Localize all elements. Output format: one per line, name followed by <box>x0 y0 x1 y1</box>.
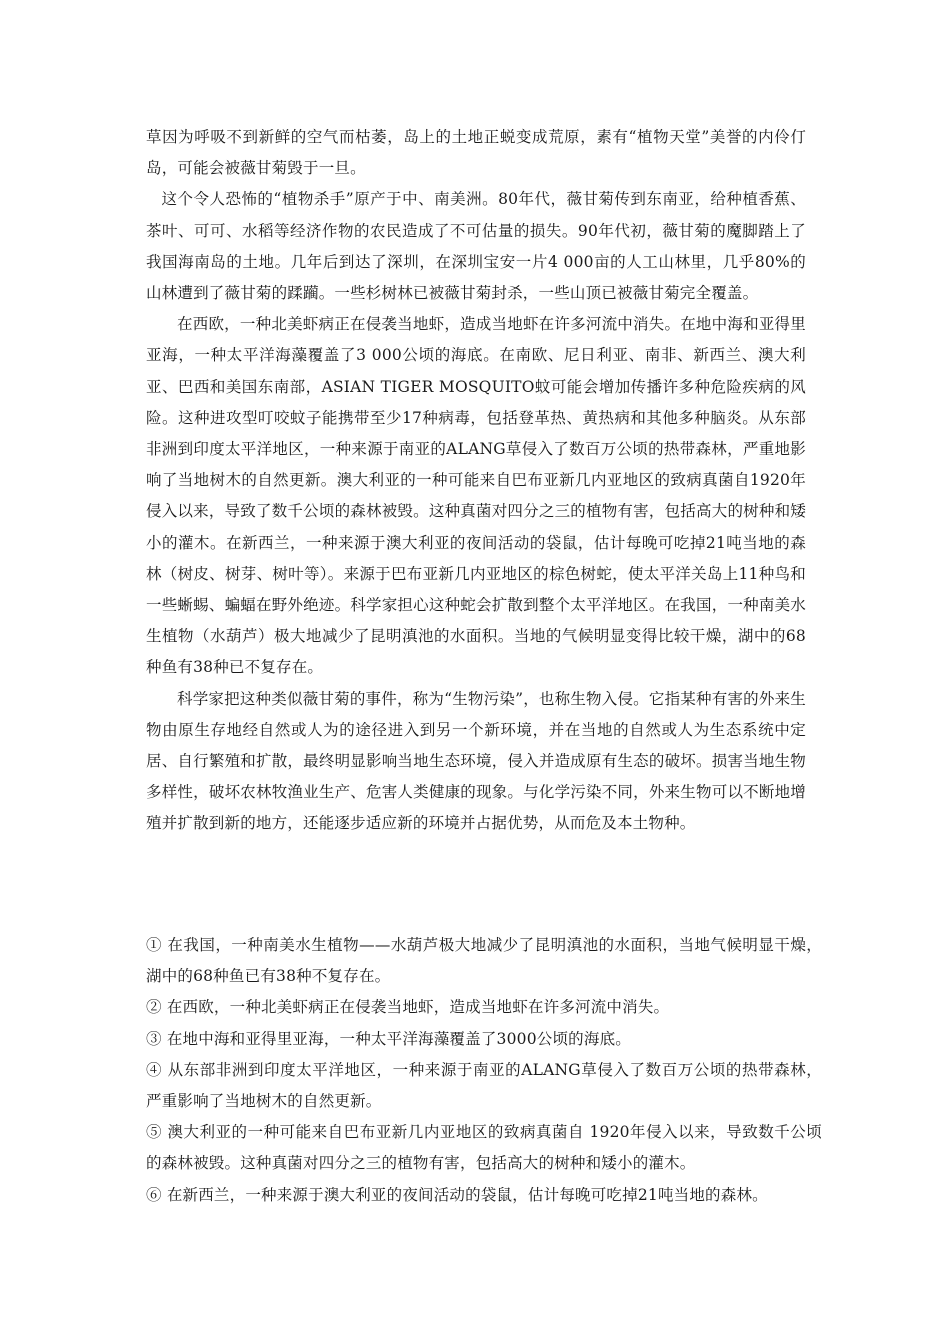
paragraph-invasion-examples: 在西欧，一种北美虾病正在侵袭当地虾，造成当地虾在许多河流中消失。在地中海和亚得里亚海，一种太平洋海藻覆盖了3 000公顷的海底。在南欧、尼日利亚、南非、新西兰、澳大利亚、巴西和美国东南部，ASIAN TIGER MOSQUITO蚊可能会增加传播许多种危险疾病的风险。这种进攻型叮咬蚊子能携带至少17种病毒，包括登革热、黄热病和其他多种脑炎。从东部非洲到印度太平洋地区，一种来源于南亚的ALANG草侵入了数百万公顷的热带森林，严重地影响了当地树木的自然更新。澳大利亚的一种可能来自巴布亚新几内亚地区的致病真菌自1920年侵入以来，导致了数千公顷的森林被毁。这种真菌对四分之三的植物有害，包括高大的树种和矮小的灌木。在新西兰，一种来源于澳大利亚的夜间活动的袋鼠，估计每晚可吃掉21吨当地的森林（树皮、树芽、树叶等）。来源于巴布亚新几内亚地区的棕色树蛇，使太平洋关岛上11种鸟和一些蜥蜴、蝙蝠在野外绝迹。科学家担心这种蛇会扩散到整个太平洋地区。在我国，一种南美水生植物（水葫芦）极大地减少了昆明滇池的水面积。当地的气候明显变得比较干燥，湖中的68种鱼有38种已不复存在。 <box>146 315 806 677</box>
paragraph-continuation: 草因为呼吸不到新鲜的空气而枯萎，岛上的土地正蜕变成荒原，素有“植物天堂”美誉的内伶仃岛，可能会被薇甘菊毁于一旦。 <box>146 128 806 178</box>
list-item: ② 在西欧，一种北美虾病正在侵袭当地虾，造成当地虾在许多河流中消失。 <box>146 998 670 1017</box>
paragraph-bio-pollution-definition: 科学家把这种类似薇甘菊的事件，称为“生物污染”，也称生物入侵。它指某种有害的外来生物由原生存地经自然或人为的途径进入到另一个新环境，并在当地的自然或人为生态系统中定居、自行繁殖和扩散，最终明显影响当地生态环境，侵入并造成原有生态的破坏。损害当地生物多样性，破坏农林牧渔业生产、危害人类健康的现象。与化学污染不同，外来生物可以不断地增殖并扩散到新的地方，还能逐步适应新的环境并占据优势，从而危及本土物种。 <box>146 689 806 833</box>
list-item: ① 在我国，一种南美水生植物——水葫芦极大地减少了昆明滇池的水面积，当地气候明显干燥，湖中的68种鱼已有38种不复存在。 <box>146 936 822 986</box>
paragraph-plant-killer: 这个令人恐怖的“植物杀手”原产于中、南美洲。80年代，薇甘菊传到东南亚，给种植香蕉、茶叶、可可、水稻等经济作物的农民造成了不可估量的损失。90年代初，薇甘菊的魔脚踏上了我国海南岛的土地。几年后到达了深圳，在深圳宝安一片4 000亩的人工山林里，几乎80%的山林遭到了薇甘菊的蹂躏。一些杉树林已被薇甘菊封杀，一些山顶已被薇甘菊完全覆盖。 <box>146 190 806 303</box>
list-item: ③ 在地中海和亚得里亚海，一种太平洋海藻覆盖了3000公顷的海底。 <box>146 1029 631 1048</box>
list-item: ⑥ 在新西兰，一种来源于澳大利亚的夜间活动的袋鼠，估计每晚可吃掉21吨当地的森林。 <box>146 1185 768 1204</box>
article-body <box>146 122 806 840</box>
numbered-item-list <box>146 930 822 1211</box>
list-item: ⑤ 澳大利亚的一种可能来自巴布亚新几内亚地区的致病真菌自 1920年侵入以来，导致数千公顷的森林被毁。这种真菌对四分之三的植物有害，包括高大的树种和矮小的灌木。 <box>146 1123 822 1173</box>
list-item: ④ 从东部非洲到印度太平洋地区，一种来源于南亚的ALANG草侵入了数百万公顷的热带森林，严重影响了当地树木的自然更新。 <box>146 1060 822 1111</box>
